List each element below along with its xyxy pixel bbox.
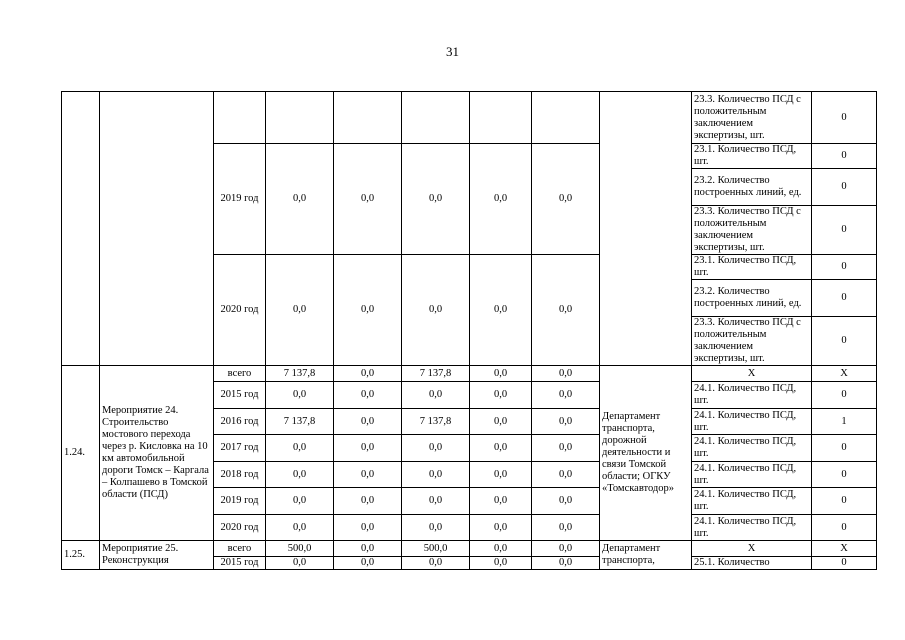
funding-value-cell: 7 137,8 xyxy=(266,409,334,435)
funding-value-cell: 0,0 xyxy=(470,541,532,557)
funding-value-cell xyxy=(266,92,334,144)
funding-value-cell: 0,0 xyxy=(402,515,470,541)
year-cell: всего xyxy=(214,541,266,557)
indicator-name-cell: 24.1. Количество ПСД, шт. xyxy=(692,409,812,435)
funding-value-cell: 0,0 xyxy=(402,144,470,255)
indicator-name-cell: 24.1. Количество ПСД, шт. xyxy=(692,515,812,541)
indicator-value-cell: 0 xyxy=(812,462,877,488)
year-cell: 2018 год xyxy=(214,462,266,488)
indicator-value-cell: 0 xyxy=(812,435,877,462)
funding-value-cell: 0,0 xyxy=(266,488,334,515)
funding-value-cell: 500,0 xyxy=(402,541,470,557)
indicator-name-cell: 23.1. Количество ПСД, шт. xyxy=(692,255,812,280)
year-cell: 2019 год xyxy=(214,488,266,515)
funding-value-cell: 0,0 xyxy=(266,515,334,541)
indicator-name-cell: 24.1. Количество ПСД, шт. xyxy=(692,488,812,515)
funding-value-cell: 0,0 xyxy=(532,541,600,557)
funding-value-cell: 0,0 xyxy=(532,488,600,515)
funding-value-cell: 0,0 xyxy=(470,382,532,409)
year-cell: 2016 год xyxy=(214,409,266,435)
funding-value-cell: 0,0 xyxy=(532,382,600,409)
executor-cell: Департамент транспорта, xyxy=(600,541,692,570)
year-cell: 2020 год xyxy=(214,515,266,541)
indicator-name-cell: 24.1. Количество ПСД, шт. xyxy=(692,462,812,488)
funding-value-cell: 0,0 xyxy=(470,488,532,515)
funding-value-cell: 0,0 xyxy=(532,144,600,255)
indicator-name-cell: Х xyxy=(692,366,812,382)
funding-value-cell: 0,0 xyxy=(334,488,402,515)
indicator-name-cell: 23.2. Количество построенных линий, ед. xyxy=(692,169,812,206)
funding-value-cell: 0,0 xyxy=(470,144,532,255)
indicator-value-cell: 0 xyxy=(812,169,877,206)
funding-value-cell: 7 137,8 xyxy=(402,366,470,382)
funding-value-cell: 0,0 xyxy=(532,515,600,541)
funding-value-cell: 0,0 xyxy=(402,382,470,409)
indicator-value-cell: 0 xyxy=(812,488,877,515)
funding-value-cell: 0,0 xyxy=(266,462,334,488)
indicator-name-cell: 23.2. Количество построенных линий, ед. xyxy=(692,280,812,317)
funding-value-cell: 0,0 xyxy=(532,409,600,435)
indicator-value-cell: 0 xyxy=(812,280,877,317)
funding-value-cell: 0,0 xyxy=(334,435,402,462)
funding-value-cell: 0,0 xyxy=(334,557,402,570)
funding-value-cell: 7 137,8 xyxy=(402,409,470,435)
indicator-name-cell: 23.3. Количество ПСД с положительным заключением экспертизы, шт. xyxy=(692,317,812,366)
executor-cell: Департамент транспорта, дорожной деятельности и связи Томской области; ОГКУ «Томскавтодор» xyxy=(600,366,692,541)
indicator-value-cell: 0 xyxy=(812,255,877,280)
year-cell: всего xyxy=(214,366,266,382)
page-number: 31 xyxy=(446,44,459,59)
funding-value-cell xyxy=(532,92,600,144)
indicator-value-cell: 0 xyxy=(812,92,877,144)
measure-name-cell: Мероприятие 25. Реконструкция xyxy=(100,541,214,570)
funding-value-cell: 0,0 xyxy=(532,366,600,382)
executor-cell xyxy=(600,92,692,366)
year-cell: 2017 год xyxy=(214,435,266,462)
funding-value-cell: 500,0 xyxy=(266,541,334,557)
funding-value-cell xyxy=(402,92,470,144)
indicator-value-cell: Х xyxy=(812,541,877,557)
funding-value-cell: 0,0 xyxy=(402,255,470,366)
year-cell: 2015 год xyxy=(214,382,266,409)
indicator-name-cell: 23.3. Количество ПСД с положительным заключением экспертизы, шт. xyxy=(692,92,812,144)
funding-value-cell: 0,0 xyxy=(266,557,334,570)
funding-value-cell: 0,0 xyxy=(402,462,470,488)
table-row xyxy=(62,366,877,382)
funding-value-cell: 0,0 xyxy=(266,255,334,366)
indicator-value-cell: 0 xyxy=(812,515,877,541)
indicator-name-cell: 24.1. Количество ПСД, шт. xyxy=(692,435,812,462)
funding-value-cell: 0,0 xyxy=(334,255,402,366)
indicator-name-cell: 23.3. Количество ПСД с положительным заключением экспертизы, шт. xyxy=(692,206,812,255)
funding-value-cell: 0,0 xyxy=(334,144,402,255)
funding-value-cell: 0,0 xyxy=(334,462,402,488)
measure-name-cell xyxy=(100,92,214,366)
funding-value-cell: 0,0 xyxy=(470,366,532,382)
row-number-cell xyxy=(62,92,100,366)
funding-value-cell xyxy=(334,92,402,144)
indicator-value-cell: 0 xyxy=(812,557,877,570)
funding-value-cell: 0,0 xyxy=(470,255,532,366)
funding-value-cell: 0,0 xyxy=(266,435,334,462)
funding-value-cell: 0,0 xyxy=(470,409,532,435)
indicator-name-cell: Х xyxy=(692,541,812,557)
funding-value-cell: 0,0 xyxy=(402,435,470,462)
funding-value-cell: 0,0 xyxy=(532,255,600,366)
year-cell: 2020 год xyxy=(214,255,266,366)
funding-value-cell: 0,0 xyxy=(532,462,600,488)
year-cell: 2019 год xyxy=(214,144,266,255)
funding-value-cell: 0,0 xyxy=(334,366,402,382)
funding-value-cell: 0,0 xyxy=(532,557,600,570)
funding-value-cell: 0,0 xyxy=(470,435,532,462)
indicator-name-cell: 24.1. Количество ПСД, шт. xyxy=(692,382,812,409)
indicator-value-cell: 0 xyxy=(812,382,877,409)
indicator-value-cell: 0 xyxy=(812,206,877,255)
indicator-value-cell: 0 xyxy=(812,144,877,169)
indicator-value-cell: Х xyxy=(812,366,877,382)
funding-value-cell: 0,0 xyxy=(402,488,470,515)
row-number-cell: 1.25. xyxy=(62,541,100,570)
funding-value-cell: 7 137,8 xyxy=(266,366,334,382)
funding-value-cell: 0,0 xyxy=(470,557,532,570)
funding-value-cell: 0,0 xyxy=(266,382,334,409)
indicator-name-cell: 25.1. Количество xyxy=(692,557,812,570)
funding-value-cell: 0,0 xyxy=(334,382,402,409)
funding-value-cell: 0,0 xyxy=(470,515,532,541)
year-cell: 2015 год xyxy=(214,557,266,570)
table-row xyxy=(62,541,877,557)
measure-name-cell: Мероприятие 24. Строительство мостового перехода через р. Кисловка на 10 км автомобильной дороги Томск – Каргала – Колпашево в Томской области (ПСД) xyxy=(100,366,214,541)
funding-value-cell: 0,0 xyxy=(470,462,532,488)
funding-value-cell xyxy=(470,92,532,144)
funding-value-cell: 0,0 xyxy=(266,144,334,255)
indicator-name-cell: 23.1. Количество ПСД, шт. xyxy=(692,144,812,169)
row-number-cell: 1.24. xyxy=(62,366,100,541)
funding-value-cell: 0,0 xyxy=(402,557,470,570)
funding-value-cell: 0,0 xyxy=(334,541,402,557)
table-row xyxy=(62,92,877,144)
funding-value-cell: 0,0 xyxy=(334,515,402,541)
program-measures-table xyxy=(61,91,877,570)
indicator-value-cell: 1 xyxy=(812,409,877,435)
indicator-value-cell: 0 xyxy=(812,317,877,366)
funding-value-cell: 0,0 xyxy=(334,409,402,435)
year-cell xyxy=(214,92,266,144)
funding-value-cell: 0,0 xyxy=(532,435,600,462)
